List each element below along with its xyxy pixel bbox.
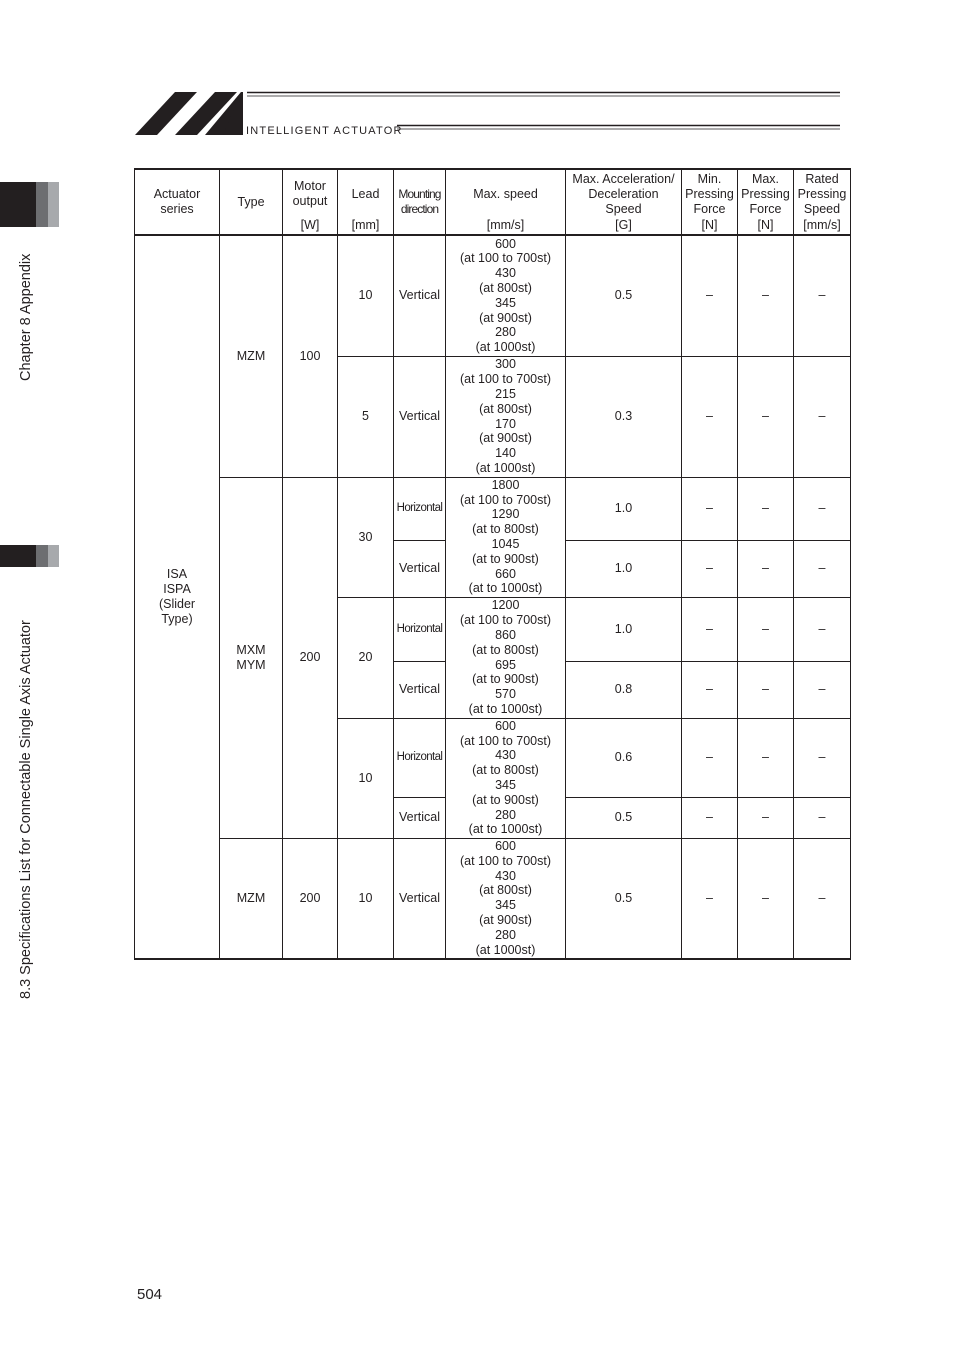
rated-speed-cell: – [794, 838, 851, 959]
speed-cell-line: (at to 800st) [472, 642, 539, 657]
lead-cell: 10 [338, 718, 394, 838]
accel-cell: 0.5 [566, 797, 682, 838]
accel-cell: 0.8 [566, 661, 682, 718]
speed-cell-line: 430 [495, 748, 516, 763]
section-tab [0, 545, 59, 567]
min-pressing-cell: – [682, 661, 738, 718]
series-cell-line: (Slider [158, 597, 196, 611]
header-motor: Motor output [W] [283, 169, 338, 235]
accel-cell: 1.0 [566, 540, 682, 597]
accel-cell: 0.6 [566, 718, 682, 797]
speed-cell-line: (at 1000st) [475, 942, 536, 957]
speed-cell-line: (at 900st) [479, 310, 532, 325]
max-pressing-cell: – [738, 477, 794, 540]
header-min-pressing: Min. Pressing Force [N] [682, 169, 738, 235]
accel-cell: 0.5 [566, 235, 682, 356]
chapter-tab [0, 182, 59, 227]
max-pressing-cell: – [738, 838, 794, 959]
mounting-cell: Horizontal [394, 597, 446, 661]
mounting-cell: Vertical [394, 661, 446, 718]
speed-cell [446, 597, 566, 718]
header-type: Type [220, 169, 283, 235]
speed-cell-line: (at 1000st) [475, 340, 536, 355]
max-pressing-cell: – [738, 797, 794, 838]
speed-cell-line: (at 800st) [479, 401, 532, 416]
speed-cell-line: 660 [495, 566, 516, 581]
lead-cell: 20 [338, 597, 394, 718]
speed-cell-line: 600 [495, 236, 516, 251]
speed-cell-line: 1290 [491, 507, 520, 522]
spec-table [134, 168, 851, 960]
speed-cell-line: 170 [495, 416, 516, 431]
series-cell [135, 235, 220, 959]
speed-cell-line: 1800 [491, 477, 520, 492]
speed-cell-line: (at 100 to 700st) [459, 853, 552, 868]
speed-cell-line: (at 100 to 700st) [459, 492, 552, 507]
speed-cell-line: 695 [495, 657, 516, 672]
speed-cell [446, 356, 566, 477]
rated-speed-cell: – [794, 597, 851, 661]
speed-cell-line: (at 100 to 700st) [459, 613, 552, 628]
speed-cell [446, 718, 566, 838]
motor-cell: 100 [283, 235, 338, 477]
speed-cell-line: (at 800st) [479, 883, 532, 898]
mounting-cell: Horizontal [394, 477, 446, 540]
lead-cell: 10 [338, 235, 394, 356]
speed-cell-line: 1045 [491, 537, 520, 551]
accel-cell: 0.3 [566, 356, 682, 477]
lead-cell: 10 [338, 838, 394, 959]
max-pressing-cell: – [738, 356, 794, 477]
rated-speed-cell: – [794, 477, 851, 540]
series-cell-line: ISA [166, 567, 188, 582]
header-row [135, 169, 851, 235]
rated-speed-cell: – [794, 661, 851, 718]
rated-speed-cell: – [794, 356, 851, 477]
speed-cell-line: 140 [495, 446, 516, 461]
motor-cell: 200 [283, 477, 338, 838]
speed-cell [446, 235, 566, 356]
speed-cell-line: (at to 900st) [472, 551, 539, 566]
iai-logo [135, 88, 840, 138]
type-cell [220, 477, 283, 838]
speed-cell-line: (at 100 to 700st) [459, 733, 552, 748]
series-cell-line: Type) [161, 611, 193, 626]
page-number: 504 [137, 1286, 163, 1303]
speed-cell-line: 280 [495, 325, 516, 340]
min-pressing-cell: – [682, 477, 738, 540]
table-row [135, 235, 851, 356]
max-pressing-cell: – [738, 718, 794, 797]
header-max-pressing: Max. Pressing Force [N] [738, 169, 794, 235]
min-pressing-cell: – [682, 838, 738, 959]
speed-cell-line: 860 [495, 627, 516, 642]
min-pressing-cell: – [682, 718, 738, 797]
speed-cell-line: 345 [495, 778, 516, 792]
motor-cell: 200 [283, 838, 338, 959]
type-cell-line: MXM [236, 642, 266, 657]
speed-cell-line: (at 100 to 700st) [459, 251, 552, 266]
header-speed: Max. speed [mm/s] [446, 169, 566, 235]
speed-cell-line: (at to 800st) [472, 763, 539, 778]
section-label: 8.3 Specifications List for Connectable Single Axis Actuator [18, 620, 34, 999]
brand-name: INTELLIGENT ACTUATOR [246, 125, 403, 137]
rated-speed-cell: – [794, 235, 851, 356]
accel-cell: 0.5 [566, 838, 682, 959]
speed-cell-line: 430 [495, 868, 516, 883]
rated-speed-cell: – [794, 797, 851, 838]
speed-cell-line: 280 [495, 807, 516, 822]
speed-cell-line: (at to 900st) [472, 672, 539, 687]
max-pressing-cell: – [738, 540, 794, 597]
min-pressing-cell: – [682, 356, 738, 477]
speed-cell-line: 600 [495, 839, 516, 854]
lead-cell: 5 [338, 356, 394, 477]
accel-cell: 1.0 [566, 477, 682, 540]
speed-cell-line: 1200 [491, 598, 520, 613]
speed-cell-line: 430 [495, 266, 516, 281]
min-pressing-cell: – [682, 235, 738, 356]
type-cell [220, 235, 283, 477]
speed-cell-line: 570 [495, 687, 516, 702]
type-cell [220, 838, 283, 959]
rated-speed-cell: – [794, 718, 851, 797]
table-row [135, 838, 851, 959]
series-cell-line: ISPA [163, 582, 191, 597]
speed-cell-line: (at to 800st) [472, 522, 539, 537]
table-row [135, 477, 851, 540]
speed-cell-line: (at to 1000st) [468, 822, 543, 837]
type-cell-line: MZM [236, 890, 266, 905]
speed-cell-line: 280 [495, 927, 516, 942]
mounting-cell: Vertical [394, 356, 446, 477]
header-mounting: Mounting direction [394, 169, 446, 235]
type-cell-line: MZM [236, 348, 266, 363]
speed-cell-line: (at 900st) [479, 431, 532, 446]
min-pressing-cell: – [682, 797, 738, 838]
speed-cell-line: 300 [495, 357, 516, 372]
mounting-cell: Vertical [394, 797, 446, 838]
mounting-cell: Vertical [394, 540, 446, 597]
speed-cell-line: (at 800st) [479, 280, 532, 295]
speed-cell-line: (at 1000st) [475, 460, 536, 475]
mounting-cell: Vertical [394, 235, 446, 356]
chapter-label: Chapter 8 Appendix [18, 253, 34, 381]
lead-cell: 30 [338, 477, 394, 597]
speed-cell [446, 838, 566, 959]
speed-cell-line: (at 100 to 700st) [459, 372, 552, 387]
mounting-cell: Horizontal [394, 718, 446, 797]
mounting-cell: Vertical [394, 838, 446, 959]
speed-cell-line: (at to 1000st) [468, 581, 543, 596]
max-pressing-cell: – [738, 597, 794, 661]
min-pressing-cell: – [682, 597, 738, 661]
speed-cell-line: 345 [495, 898, 516, 913]
speed-cell [446, 477, 566, 597]
min-pressing-cell: – [682, 540, 738, 597]
speed-cell-line: (at to 900st) [472, 792, 539, 807]
speed-cell-line: 215 [495, 386, 516, 401]
accel-cell: 1.0 [566, 597, 682, 661]
max-pressing-cell: – [738, 235, 794, 356]
header-lead: Lead [mm] [338, 169, 394, 235]
type-cell-line: MYM [236, 657, 266, 672]
spec-table-body [135, 235, 851, 959]
speed-cell-line: (at to 1000st) [468, 701, 543, 716]
speed-cell-line: (at 900st) [479, 913, 532, 928]
rated-speed-cell: – [794, 540, 851, 597]
max-pressing-cell: – [738, 661, 794, 718]
header-rated-speed: Rated Pressing Speed [mm/s] [794, 169, 851, 235]
speed-cell-line: 345 [495, 295, 516, 310]
header-series: Actuator series [135, 169, 220, 235]
speed-cell-line: 600 [495, 718, 516, 733]
header-accel: Max. Acceleration/ Deceleration Speed [G] [566, 169, 682, 235]
